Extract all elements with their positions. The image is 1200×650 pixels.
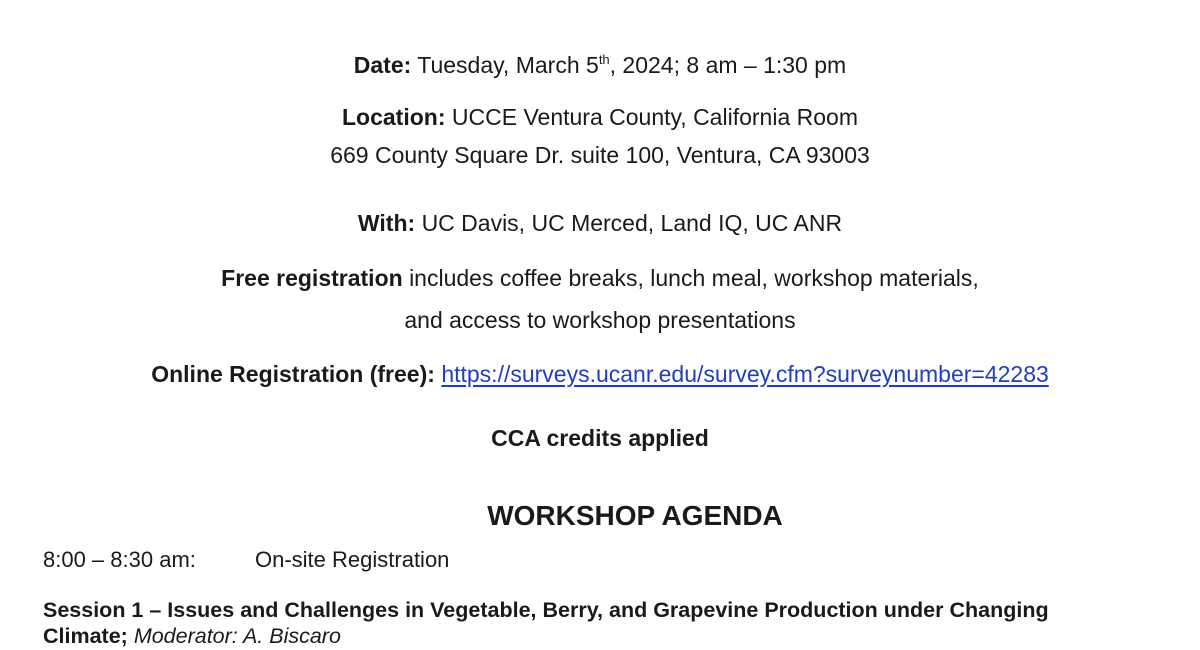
date-line — [0, 51, 1200, 79]
online-registration-label: Online Registration (free): — [151, 361, 435, 387]
agenda-title: WORKSHOP AGENDA — [487, 500, 783, 531]
agenda-time: 8:00 – 8:30 am: — [43, 547, 196, 572]
agenda-item: On-site Registration — [255, 547, 450, 572]
with-label: With: — [357, 210, 416, 236]
registration-link[interactable]: https://surveys.ucanr.edu/survey.cfm?surveynumber=42283 — [441, 361, 1049, 387]
free-registration-value: includes coffee breaks, lunch meal, workshop materials, — [409, 265, 979, 291]
location-line — [0, 103, 1200, 131]
cca-credits: CCA credits applied — [491, 425, 709, 451]
session-1-moderator: Moderator: A. Biscaro — [133, 624, 341, 648]
with-value: UC Davis, UC Merced, Land IQ, UC ANR — [421, 210, 843, 236]
date-label: Date: — [353, 52, 412, 78]
session-1-cont-bold: Climate; — [43, 624, 128, 648]
free-registration-line — [0, 264, 1200, 292]
location-value: UCCE Ventura County, California Room — [451, 104, 858, 130]
free-registration-label: Free registration — [221, 265, 403, 291]
session-1-continuation — [43, 622, 341, 650]
free-registration-line2: and access to workshop presentations — [404, 307, 796, 333]
with-line — [0, 209, 1200, 237]
location-label: Location: — [342, 104, 446, 130]
date-value: Tuesday, March 5th, 2024; 8 am – 1:30 pm — [417, 52, 847, 78]
session-1-title: Session 1 – Issues and Challenges in Vegetable, Berry, and Grapevine Production under Changing — [43, 598, 1049, 622]
location-address: 669 County Square Dr. suite 100, Ventura, CA 93003 — [330, 142, 870, 168]
agenda-row — [43, 546, 449, 574]
online-registration-line — [0, 360, 1200, 388]
